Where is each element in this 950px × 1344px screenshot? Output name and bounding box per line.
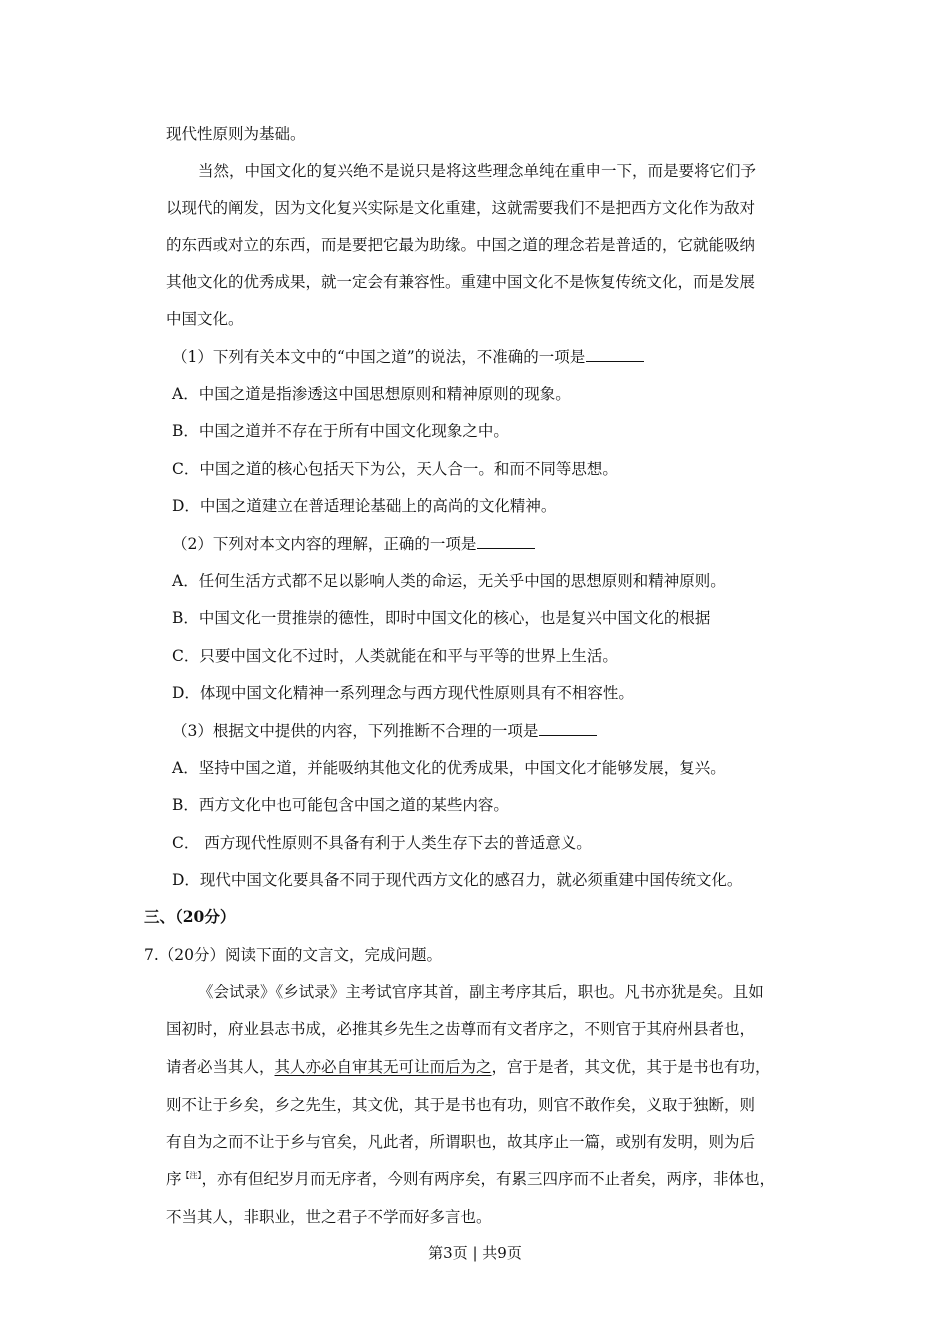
paragraph-line: 现代性原则为基础。 — [166, 125, 306, 143]
paragraph-line: 的东西或对立的东西，而是要把它最为助缘。中国之道的理念若是普适的，它就能吸纳 — [166, 236, 756, 254]
passage-text: 序 — [166, 1170, 182, 1188]
question-intro: 7.（20分）阅读下面的文言文，完成问题。 — [144, 946, 443, 964]
answer-blank — [539, 721, 597, 736]
option-item: A．坚持中国之道，并能吸纳其他文化的优秀成果，中国文化才能够发展，复兴。 — [172, 759, 726, 777]
question-stem-text: （2）下列对本文内容的理解，正确的一项是 — [172, 535, 477, 553]
option-item: B．西方文化中也可能包含中国之道的某些内容。 — [172, 796, 509, 814]
passage-text: 请者必当其人， — [166, 1058, 275, 1076]
passage-text: ，亦有但纪岁月而无序者，今则有两序矣，有累三四序而不止者矣，两序，非体也， — [201, 1170, 776, 1188]
option-item: C． 西方现代性原则不具备有利于人类生存下去的普适意义。 — [172, 834, 592, 852]
option-item: C．只要中国文化不过时，人类就能在和平与平等的世界上生活。 — [172, 647, 618, 665]
question-stem-text: （3）根据文中提供的内容，下列推断不合理的一项是 — [172, 722, 539, 740]
passage-text: ，宫于是者，其文优，其于是书也有功， — [491, 1058, 771, 1076]
passage-line: 有自为之而不让于乡与官矣，凡此者，所谓职也，故其序止一篇，或别有发明，则为后 — [166, 1133, 756, 1151]
question-stem — [172, 533, 535, 555]
passage-line — [166, 1168, 775, 1190]
passage-line: 则不让于乡矣，乡之先生，其文优，其于是书也有功，则官不敢作矣，义取于独断，则 — [166, 1096, 756, 1114]
passage-line: 国初时，府业县志书成，必推其乡先生之齿尊而有文者序之，不则官于其府州县者也， — [166, 1020, 756, 1038]
option-item: B．中国文化一贯推崇的德性，即时中国文化的核心，也是复兴中国文化的根据 — [172, 609, 711, 627]
passage-line — [166, 1056, 771, 1078]
question-stem — [172, 346, 644, 368]
question-stem-text: （1）下列有关本文中的“中国之道”的说法，不准确的一项是 — [172, 348, 586, 366]
paragraph-line: 以现代的阐发，因为文化复兴实际是文化重建，这就需要我们不是把西方文化作为敌对 — [166, 199, 756, 217]
answer-blank — [477, 534, 535, 549]
paragraph-line: 当然，中国文化的复兴绝不是说只是将这些理念单纯在重申一下，而是要将它们予 — [198, 162, 757, 180]
option-item: D．中国之道建立在普适理论基础上的高尚的文化精神。 — [172, 497, 557, 515]
question-stem — [172, 720, 597, 742]
passage-line: 不当其人，非职业，世之君子不学而好多言也。 — [166, 1208, 492, 1226]
answer-blank — [586, 347, 644, 362]
paragraph-line: 其他文化的优秀成果，就一定会有兼容性。重建中国文化不是恢复传统文化，而是发展 — [166, 273, 756, 291]
paragraph-line: 中国文化。 — [166, 310, 244, 328]
option-item: B．中国之道并不存在于所有中国文化现象之中。 — [172, 422, 509, 440]
section-heading: 三、（20分） — [144, 907, 236, 926]
option-item: D．现代中国文化要具备不同于现代西方文化的感召力，就必须重建中国传统文化。 — [172, 871, 743, 889]
footnote-marker: 【注】 — [181, 1170, 202, 1180]
passage-line: 《会试录》《乡试录》主考试官序其首，副主考序其后，职也。凡书亦犹是矣。且如 — [198, 983, 764, 1001]
option-item: A．任何生活方式都不足以影响人类的命运，无关乎中国的思想原则和精神原则。 — [172, 572, 726, 590]
option-item: A．中国之道是指渗透这中国思想原则和精神原则的现象。 — [172, 385, 571, 403]
option-item: D．体现中国文化精神一系列理念与西方现代性原则具有不相容性。 — [172, 684, 634, 702]
underlined-sentence: 其人亦必自审其无可让而后为之 — [274, 1058, 492, 1076]
page-footer: 第3页 | 共9页 — [428, 1244, 522, 1262]
option-item: C．中国之道的核心包括天下为公，天人合一。和而不同等思想。 — [172, 460, 618, 478]
